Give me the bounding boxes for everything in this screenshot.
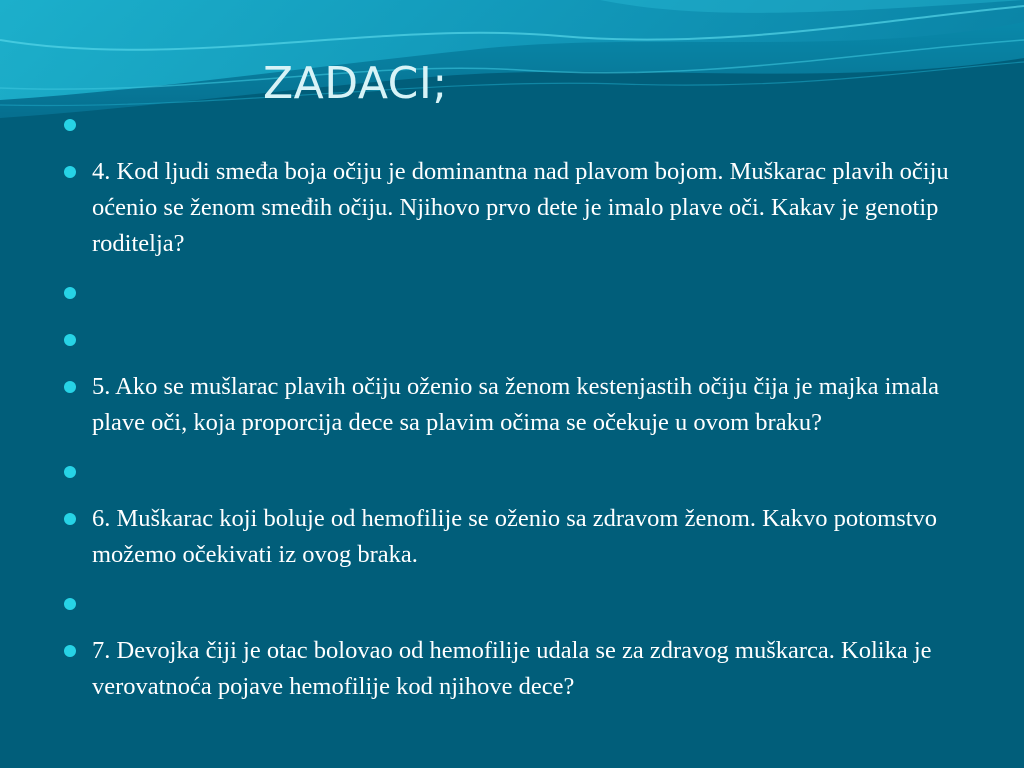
bullet-item [62, 369, 972, 441]
bullet-icon [64, 334, 76, 346]
bullet-text: 4. Kod ljudi smeđa boja očiju je dominantna nad plavom bojom. Muškarac plavih očiju oćenio se ženom smeđih očiju. Njihovo prvo dete je imalo plave oči. Kakav je genotip roditelja? [92, 158, 949, 257]
bullet-item [62, 586, 972, 620]
bullet-text: 5. Ako se mušlarac plavih očiju oženio sa ženom kestenjastih očiju čija je majka imala plave oči, koja proporcija dece sa plavim očima se očekuje u ovom braku? [92, 373, 940, 436]
bullet-item [62, 107, 972, 141]
bullet-item [62, 154, 972, 262]
bullet-icon [64, 119, 76, 131]
bullet-list [62, 107, 972, 718]
slide-title: ZADACI; [263, 58, 448, 109]
bullet-item [62, 275, 972, 309]
bullet-text: 6. Muškarac koji boluje od hemofilije se oženio sa zdravom ženom. Kakvo potomstvo možemo očekivati iz ovog braka. [92, 505, 938, 568]
bullet-item [62, 501, 972, 573]
bullet-icon [64, 287, 76, 299]
bullet-text: 7. Devojka čiji je otac bolovao od hemofilije udala se za zdravog muškarca. Kolika je verovatnoća pojave hemofilije kod njihove dece? [92, 637, 932, 700]
bullet-item [62, 633, 972, 705]
bullet-item [62, 454, 972, 488]
bullet-icon [64, 381, 76, 393]
bullet-icon [64, 166, 76, 178]
bullet-icon [64, 513, 76, 525]
bullet-icon [64, 466, 76, 478]
bullet-icon [64, 645, 76, 657]
bullet-item [62, 322, 972, 356]
bullet-icon [64, 598, 76, 610]
